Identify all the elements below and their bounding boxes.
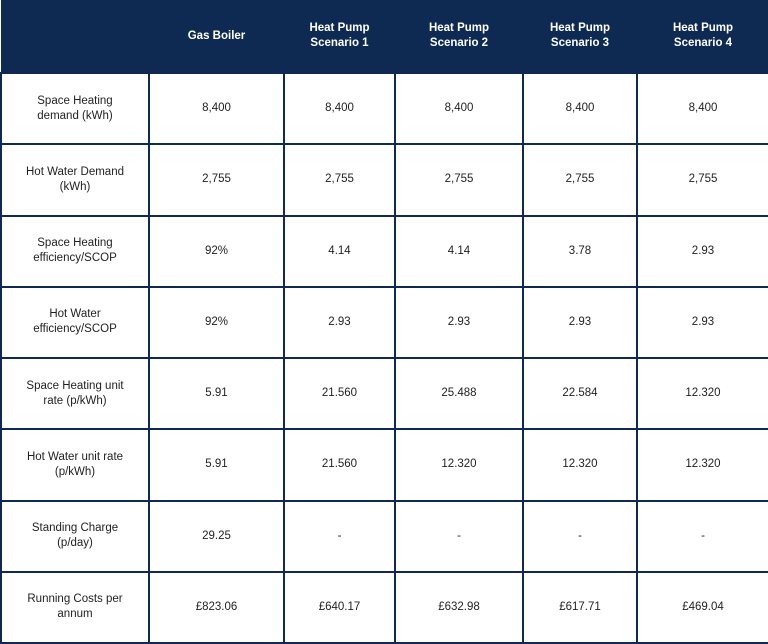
value-cell: 8,400 bbox=[523, 73, 637, 144]
value-cell: 8,400 bbox=[395, 73, 523, 144]
value-cell: 2.93 bbox=[284, 287, 395, 358]
value-cell: 21.560 bbox=[284, 429, 395, 500]
row-label-line: Space Heating bbox=[37, 237, 113, 250]
value-cell: 2,755 bbox=[284, 144, 395, 215]
header-scenario-3 bbox=[523, 0, 637, 73]
row-label-line: demand (kWh) bbox=[37, 109, 113, 122]
header-line: Scenario 3 bbox=[550, 37, 610, 49]
value-cell: 2.93 bbox=[637, 216, 768, 287]
value-cell: 12.320 bbox=[523, 429, 637, 500]
row-label-line: rate (p/kWh) bbox=[43, 394, 107, 407]
value-cell: 25.488 bbox=[395, 358, 523, 429]
row-label-cell bbox=[1, 358, 149, 429]
value-cell: - bbox=[395, 501, 523, 572]
value-cell: 5.91 bbox=[149, 358, 284, 429]
value-cell: 2,755 bbox=[523, 144, 637, 215]
value-cell: 8,400 bbox=[149, 73, 284, 144]
value-cell: 2.93 bbox=[637, 287, 768, 358]
table-row bbox=[1, 501, 768, 572]
value-cell: £823.06 bbox=[149, 572, 284, 643]
row-label-cell bbox=[1, 429, 149, 500]
value-cell: £617.71 bbox=[523, 572, 637, 643]
row-label-line: efficiency/SCOP bbox=[33, 323, 117, 336]
value-cell: - bbox=[523, 501, 637, 572]
row-label-cell bbox=[1, 144, 149, 215]
header-scenario-1 bbox=[284, 0, 395, 73]
value-cell: 12.320 bbox=[395, 429, 523, 500]
value-cell: - bbox=[284, 501, 395, 572]
value-cell: 2.93 bbox=[395, 287, 523, 358]
value-cell: 2,755 bbox=[637, 144, 768, 215]
row-label-line: Hot Water unit rate bbox=[26, 450, 124, 463]
value-cell: 22.584 bbox=[523, 358, 637, 429]
header-line: Heat Pump bbox=[672, 22, 734, 34]
row-label-line: efficiency/SCOP bbox=[33, 252, 117, 265]
header-line: Heat Pump bbox=[428, 22, 490, 34]
value-cell: 2,755 bbox=[395, 144, 523, 215]
row-label-cell bbox=[1, 501, 149, 572]
value-cell: 8,400 bbox=[637, 73, 768, 144]
header-row bbox=[1, 0, 768, 73]
row-label-line: annum bbox=[57, 608, 93, 621]
header-line: Scenario 2 bbox=[429, 37, 489, 49]
value-cell: 92% bbox=[149, 216, 284, 287]
row-label-line: Standing Charge bbox=[31, 522, 119, 535]
header-scenario-2 bbox=[395, 0, 523, 73]
value-cell: 8,400 bbox=[284, 73, 395, 144]
value-cell: - bbox=[637, 501, 768, 572]
row-label-line: Space Heating bbox=[37, 94, 113, 107]
value-cell: 2,755 bbox=[149, 144, 284, 215]
table-row bbox=[1, 144, 768, 215]
row-label-line: (kWh) bbox=[59, 180, 91, 193]
row-label-line: Space Heating unit bbox=[26, 379, 124, 392]
table-row bbox=[1, 572, 768, 643]
value-cell: 12.320 bbox=[637, 429, 768, 500]
value-cell: 21.560 bbox=[284, 358, 395, 429]
header-scenario-4 bbox=[637, 0, 768, 73]
value-cell: 4.14 bbox=[395, 216, 523, 287]
header-line: Scenario 4 bbox=[673, 37, 733, 49]
row-label-line: Running Costs per bbox=[27, 593, 123, 606]
value-cell: 5.91 bbox=[149, 429, 284, 500]
table-row bbox=[1, 429, 768, 500]
row-label-line: (p/day) bbox=[57, 537, 93, 550]
row-label-cell bbox=[1, 572, 149, 643]
row-label-cell bbox=[1, 287, 149, 358]
value-cell: £632.98 bbox=[395, 572, 523, 643]
value-cell: 3.78 bbox=[523, 216, 637, 287]
row-label-cell bbox=[1, 216, 149, 287]
value-cell: £469.04 bbox=[637, 572, 768, 643]
table-row bbox=[1, 73, 768, 144]
value-cell: 92% bbox=[149, 287, 284, 358]
table-row bbox=[1, 216, 768, 287]
header-line: Heat Pump bbox=[549, 22, 611, 34]
row-label-cell bbox=[1, 73, 149, 144]
header-line: Gas Boiler bbox=[187, 29, 246, 42]
header-line: Scenario 1 bbox=[310, 37, 369, 49]
value-cell: 12.320 bbox=[637, 358, 768, 429]
row-label-line: Hot Water Demand bbox=[26, 165, 124, 178]
value-cell: 2.93 bbox=[523, 287, 637, 358]
value-cell: £640.17 bbox=[284, 572, 395, 643]
header-line: Heat Pump bbox=[309, 22, 370, 34]
value-cell: 29.25 bbox=[149, 501, 284, 572]
row-label-line: Hot Water bbox=[49, 308, 101, 321]
table-row bbox=[1, 358, 768, 429]
table-row bbox=[1, 287, 768, 358]
row-label-line: (p/kWh) bbox=[54, 465, 96, 478]
header-cell-blank bbox=[1, 0, 149, 73]
table-body bbox=[1, 73, 768, 643]
value-cell: 4.14 bbox=[284, 216, 395, 287]
header-gas-boiler bbox=[149, 0, 284, 73]
